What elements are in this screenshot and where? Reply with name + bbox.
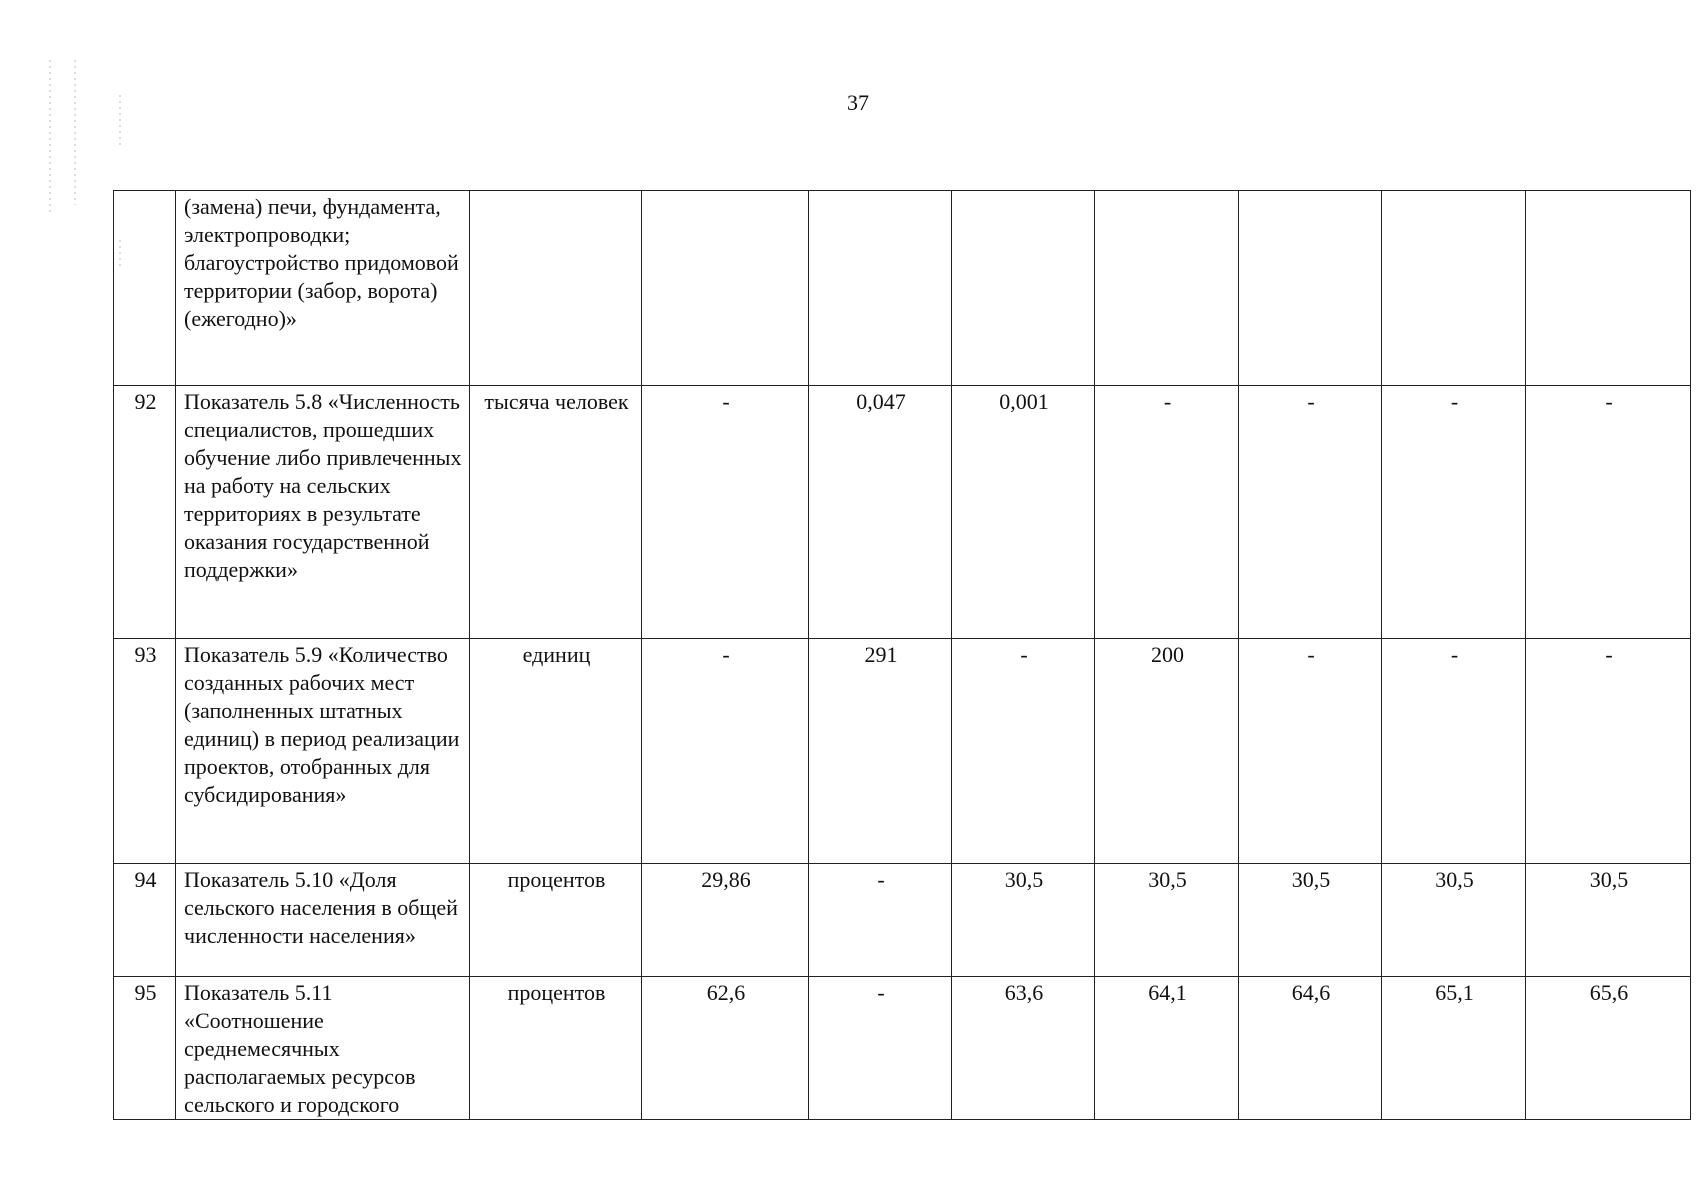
value-cell: - bbox=[952, 639, 1095, 864]
value-cell bbox=[1095, 191, 1239, 386]
value-cell: 30,5 bbox=[1382, 864, 1526, 977]
value-cell bbox=[642, 191, 809, 386]
value-cell bbox=[1526, 191, 1691, 386]
value-cell bbox=[809, 191, 952, 386]
value-cell: - bbox=[1382, 639, 1526, 864]
unit-cell: единиц bbox=[470, 639, 642, 864]
unit-cell bbox=[470, 191, 642, 386]
value-cell: - bbox=[809, 977, 952, 1120]
value-cell: - bbox=[809, 864, 952, 977]
value-cell: 63,6 bbox=[952, 977, 1095, 1120]
table-row bbox=[114, 864, 1691, 977]
row-number: 93 bbox=[114, 639, 176, 864]
unit-cell: процентов bbox=[470, 864, 642, 977]
value-cell bbox=[1382, 191, 1526, 386]
value-cell bbox=[1239, 191, 1382, 386]
value-cell bbox=[952, 191, 1095, 386]
value-cell: 65,1 bbox=[1382, 977, 1526, 1120]
indicator-name: (замена) печи, фундамента, электропроводки; благоустройство придомовой территории (забор, ворота) (ежегодно)» bbox=[176, 191, 470, 386]
table-row bbox=[114, 639, 1691, 864]
value-cell: - bbox=[1239, 386, 1382, 639]
value-cell: - bbox=[1095, 386, 1239, 639]
value-cell: 29,86 bbox=[642, 864, 809, 977]
indicator-name: Показатель 5.9 «Количество созданных рабочих мест (заполненных штатных единиц) в период реализации проектов, отобранных для субсидирования» bbox=[176, 639, 470, 864]
row-number: 92 bbox=[114, 386, 176, 639]
value-cell: - bbox=[1382, 386, 1526, 639]
value-cell: 30,5 bbox=[1095, 864, 1239, 977]
row-number bbox=[114, 191, 176, 386]
value-cell: 64,1 bbox=[1095, 977, 1239, 1120]
value-cell: 30,5 bbox=[952, 864, 1095, 977]
value-cell: 200 bbox=[1095, 639, 1239, 864]
value-cell: 64,6 bbox=[1239, 977, 1382, 1120]
value-cell: - bbox=[1239, 639, 1382, 864]
value-cell: 65,6 bbox=[1526, 977, 1691, 1120]
unit-cell: тысяча человек bbox=[470, 386, 642, 639]
indicators-table bbox=[113, 190, 1691, 1120]
value-cell: 30,5 bbox=[1239, 864, 1382, 977]
value-cell: 0,001 bbox=[952, 386, 1095, 639]
table-row bbox=[114, 191, 1691, 386]
row-number: 94 bbox=[114, 864, 176, 977]
unit-cell: процентов bbox=[470, 977, 642, 1120]
value-cell: - bbox=[642, 639, 809, 864]
value-cell: - bbox=[1526, 639, 1691, 864]
value-cell: 291 bbox=[809, 639, 952, 864]
table-row bbox=[114, 386, 1691, 639]
indicator-name: Показатель 5.8 «Численность специалистов, прошедших обучение либо привлеченных на работу на сельских территориях в результате оказания государственной поддержки» bbox=[176, 386, 470, 639]
page-number: 37 bbox=[847, 90, 869, 115]
indicator-name: Показатель 5.11 «Соотношение среднемесячных располагаемых ресурсов сельского и городского bbox=[176, 977, 470, 1120]
value-cell: 0,047 bbox=[809, 386, 952, 639]
value-cell: 62,6 bbox=[642, 977, 809, 1120]
table-row bbox=[114, 977, 1691, 1120]
value-cell: - bbox=[1526, 386, 1691, 639]
value-cell: - bbox=[642, 386, 809, 639]
value-cell: 30,5 bbox=[1526, 864, 1691, 977]
row-number: 95 bbox=[114, 977, 176, 1120]
indicator-name: Показатель 5.10 «Доля сельского населения в общей численности населения» bbox=[176, 864, 470, 977]
